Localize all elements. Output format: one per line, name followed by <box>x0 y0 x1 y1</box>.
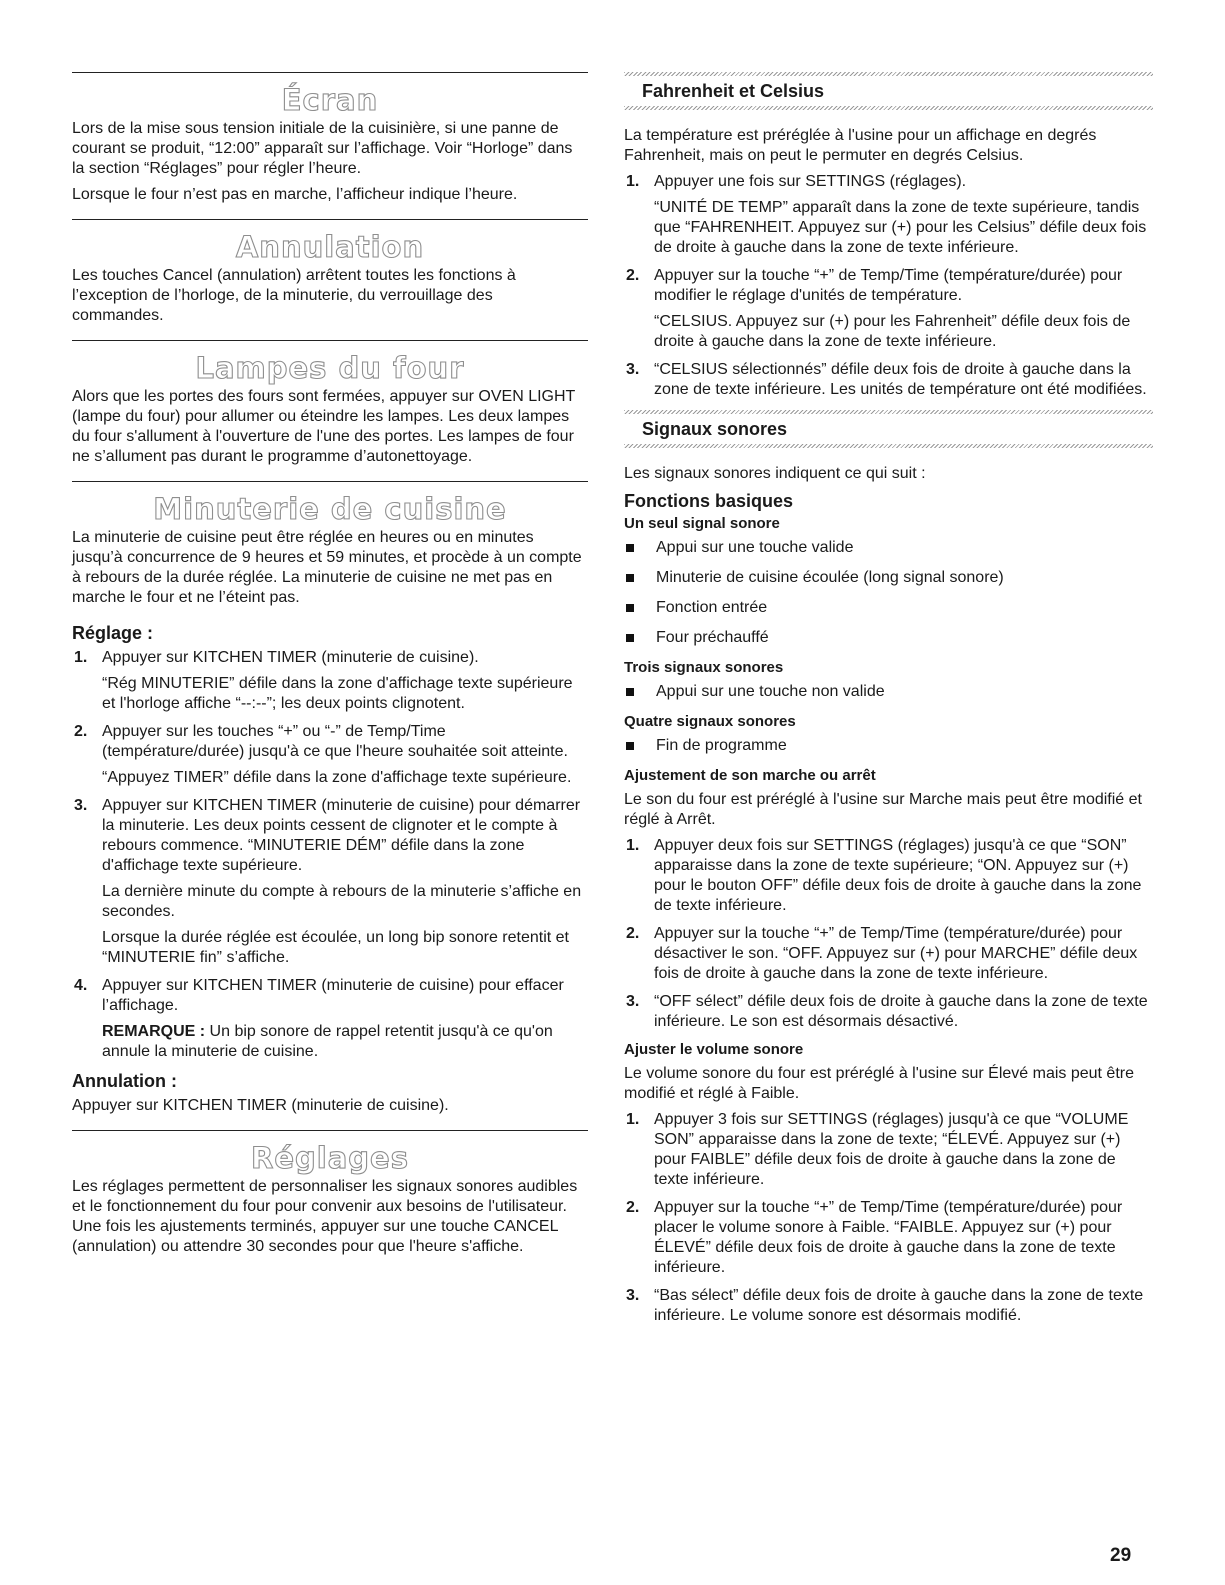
step-item <box>624 172 1153 258</box>
paragraph: Les réglages permettent de personnaliser les signaux sonores audibles et le fonctionnement du four pour convenir aux besoins de l'utilisateur. Une fois les ajustements terminés, appuyer sur une touche CANCEL (annulation) ou attendre 30 secondes pour que l'heure s'affiche. <box>72 1178 578 1255</box>
step-item <box>72 796 588 968</box>
step-number: 3. <box>74 797 88 814</box>
step-text: “Bas sélect” défile deux fois de droite à gauche dans la zone de texte inférieure. Le volume sonore est désormais modifié. <box>654 1287 1144 1324</box>
steps-list <box>72 648 588 1062</box>
step-item <box>624 924 1153 984</box>
section-divider <box>72 481 588 482</box>
step-number: 3. <box>626 993 640 1010</box>
step-note: “UNITÉ DE TEMP” apparaît dans la zone de texte supérieure, tandis que “FAHRENHEIT. Appuyez sur (+) pour les Celsius” défile deux fois de droite à gauche dans la zone de texte inférieure. <box>654 199 1147 256</box>
paragraph: Lorsque le four n’est pas en marche, l’afficheur indique l’heure. <box>72 186 518 203</box>
subheading-reglage: Réglage : <box>72 623 154 643</box>
bullet-list <box>624 736 1153 756</box>
step-number: 1. <box>626 837 640 854</box>
subheading-volume: Ajuster le volume sonore <box>624 1041 804 1058</box>
step-item <box>624 1286 1153 1326</box>
left-column <box>72 72 588 1263</box>
step-item <box>72 976 588 1062</box>
paragraph: Les signaux sonores indiquent ce qui suit : <box>624 465 926 482</box>
step-text: Appuyer sur la touche “+” de Temp/Time (température/durée) pour modifier le réglage d'unités de température. <box>654 267 1123 304</box>
paragraph: Les touches Cancel (annulation) arrêtent toutes les fonctions à l’exception de l’horloge, de la minuterie, du verrouillage des commandes. <box>72 267 516 324</box>
step-note: “CELSIUS. Appuyez sur (+) pour les Fahrenheit” défile deux fois de droite à gauche dans la zone de texte inférieure. <box>654 313 1131 350</box>
bullet-square-icon <box>626 604 634 612</box>
step-number: 2. <box>626 1199 640 1216</box>
step-number: 3. <box>626 1287 640 1304</box>
remark-note <box>102 1022 588 1062</box>
remark-label: REMARQUE : <box>102 1023 206 1040</box>
step-note: La dernière minute du compte à rebours de la minuterie s’affiche en secondes. <box>102 883 582 920</box>
subheading-un-signal: Un seul signal sonore <box>624 515 780 532</box>
section-title-lampes: Lampes du four <box>195 351 465 385</box>
step-text: Appuyer sur KITCHEN TIMER (minuterie de cuisine). <box>102 649 479 666</box>
step-item <box>624 360 1153 400</box>
step-text: Appuyer sur la touche “+” de Temp/Time (température/durée) pour placer le volume sonore à Faible. “FAIBLE. Appuyez sur (+) pour ÉLEVÉ” défile deux fois de droite à gauche dans la zone de texte inférieure. <box>654 1199 1123 1276</box>
section-title-minuterie: Minuterie de cuisine <box>153 492 507 526</box>
steps-list <box>624 1110 1153 1326</box>
list-item: Appui sur une touche valide <box>624 538 1153 558</box>
paragraph: La minuterie de cuisine peut être réglée en heures ou en minutes jusqu’à concurrence de 9 heures et 59 minutes, et procède à un compte à rebours de la durée réglée. La minuterie de cuisine ne met pas en marche le four et ne l’éteint pas. <box>72 529 582 606</box>
subheading-annulation: Annulation : <box>72 1071 177 1091</box>
step-text: Appuyer sur la touche “+” de Temp/Time (température/durée) pour désactiver le son. “OFF. Appuyez sur (+) pour MARCHE” défile deux fois de droite à gauche dans la zone de texte inférieure. <box>654 925 1138 982</box>
step-text: Appuyer 3 fois sur SETTINGS (réglages) jusqu'à ce que “VOLUME SON” apparaisse dans la zone de texte; “ÉLEVÉ. Appuyez sur (+) pour FAIBLE” défile deux fois de droite à gauche dans la zone de texte inférieure. <box>654 1111 1129 1188</box>
page-number: 29 <box>1110 1545 1132 1566</box>
step-note: “Rég MINUTERIE” défile dans la zone d'affichage texte supérieure et l'horloge affiche “--:--”; les deux points clignotent. <box>102 675 573 712</box>
step-number: 1. <box>626 1111 640 1128</box>
subheading-ajustement: Ajustement de son marche ou arrêt <box>624 767 876 784</box>
paragraph: Lors de la mise sous tension initiale de la cuisinière, si une panne de courant se produit, “12:00” apparaît sur l’affichage. Voir “Horloge” dans la section “Réglages” pour régler l’heure. <box>72 120 573 177</box>
step-number: 3. <box>626 361 640 378</box>
subhead-bar <box>624 106 1153 110</box>
section-title-ecran: Écran <box>281 83 379 117</box>
step-text: Appuyer deux fois sur SETTINGS (réglages) jusqu'à ce que “SON” apparaisse dans la zone de texte supérieure; “ON. Appuyez sur (+) pour le bouton OFF” défile deux fois de droite à gauche dans la zone de texte inférieure. <box>654 837 1142 914</box>
bullet-square-icon <box>626 544 634 552</box>
step-note: “Appuyez TIMER” défile dans la zone d'affichage texte supérieure. <box>102 769 572 786</box>
subheading-trois-signaux: Trois signaux sonores <box>624 659 784 676</box>
section-divider <box>72 219 588 220</box>
section-divider <box>72 340 588 341</box>
steps-list <box>624 836 1153 1032</box>
step-number: 4. <box>74 977 88 994</box>
list-item: Fin de programme <box>624 736 1153 756</box>
step-item <box>624 266 1153 352</box>
paragraph: Le son du four est préréglé à l'usine sur Marche mais peut être modifié et réglé à Arrêt. <box>624 791 1142 828</box>
paragraph: Alors que les portes des fours sont fermées, appuyer sur OVEN LIGHT (lampe du four) pour allumer ou éteindre les lampes. Les deux lampes du four s'allument à l'ouverture de l'une des portes. Les lampes de four ne s’allument pas durant le programme d’autonettoyage. <box>72 388 576 465</box>
paragraph: La température est préréglée à l'usine pour un affichage en degrés Fahrenheit, mais on peut le permuter en degrés Celsius. <box>624 127 1097 164</box>
subsection-title-signaux: Signaux sonores <box>642 419 788 439</box>
subhead-bar <box>624 444 1153 448</box>
section-title-annulation: Annulation <box>235 230 425 264</box>
step-text: Appuyer sur KITCHEN TIMER (minuterie de cuisine) pour démarrer la minuterie. Les deux points cessent de clignoter et le compte à rebours commence. “MINUTERIE DÉM” défile dans la zone d'affichage texte supérieure. <box>102 797 581 874</box>
step-item <box>72 722 588 788</box>
section-divider <box>72 1130 588 1131</box>
step-text: “OFF sélect” défile deux fois de droite à gauche dans la zone de texte inférieure. Le son est désormais désactivé. <box>654 993 1148 1030</box>
step-number: 1. <box>626 173 640 190</box>
bullet-square-icon <box>626 742 634 750</box>
list-item: Appui sur une touche non valide <box>624 682 1153 702</box>
steps-list <box>624 172 1153 400</box>
paragraph: Appuyer sur KITCHEN TIMER (minuterie de cuisine). <box>72 1097 449 1114</box>
step-item <box>624 1198 1153 1278</box>
step-number: 2. <box>74 723 88 740</box>
subheading-quatre-signaux: Quatre signaux sonores <box>624 713 796 730</box>
step-item <box>624 1110 1153 1190</box>
subsection-title-fahrenheit: Fahrenheit et Celsius <box>642 81 825 101</box>
bullet-list <box>624 682 1153 702</box>
subheading-fonctions: Fonctions basiques <box>624 491 794 511</box>
list-item: Minuterie de cuisine écoulée (long signal sonore) <box>624 568 1153 588</box>
step-number: 2. <box>626 925 640 942</box>
bullet-list <box>624 538 1153 648</box>
bullet-square-icon <box>626 634 634 642</box>
section-divider <box>72 72 588 73</box>
list-item: Fonction entrée <box>624 598 1153 618</box>
bullet-square-icon <box>626 574 634 582</box>
step-item <box>72 648 588 714</box>
bullet-square-icon <box>626 688 634 696</box>
right-column <box>624 72 1153 1334</box>
remark-text: Un bip sonore de rappel retentit jusqu'à ce qu'on annule la minuterie de cuisine. <box>102 1023 553 1060</box>
step-number: 1. <box>74 649 88 666</box>
list-item: Four préchauffé <box>624 628 1153 648</box>
step-text: “CELSIUS sélectionnés” défile deux fois de droite à gauche dans la zone de texte inférieure. Les unités de température ont été modifiées. <box>654 361 1147 398</box>
step-text: Appuyer sur KITCHEN TIMER (minuterie de cuisine) pour effacer l’affichage. <box>102 977 564 1014</box>
section-title-reglages: Réglages <box>251 1141 409 1175</box>
step-text: Appuyer sur les touches “+” ou “-” de Temp/Time (température/durée) jusqu'à ce que l'heure souhaitée soit atteinte. <box>102 723 568 760</box>
paragraph: Le volume sonore du four est préréglé à l'usine sur Élevé mais peut être modifié et réglé à Faible. <box>624 1065 1134 1102</box>
step-text: Appuyer une fois sur SETTINGS (réglages). <box>654 173 967 190</box>
step-item <box>624 992 1153 1032</box>
step-number: 2. <box>626 267 640 284</box>
step-note: Lorsque la durée réglée est écoulée, un long bip sonore retentit et “MINUTERIE fin” s’affiche. <box>102 929 569 966</box>
step-item <box>624 836 1153 916</box>
